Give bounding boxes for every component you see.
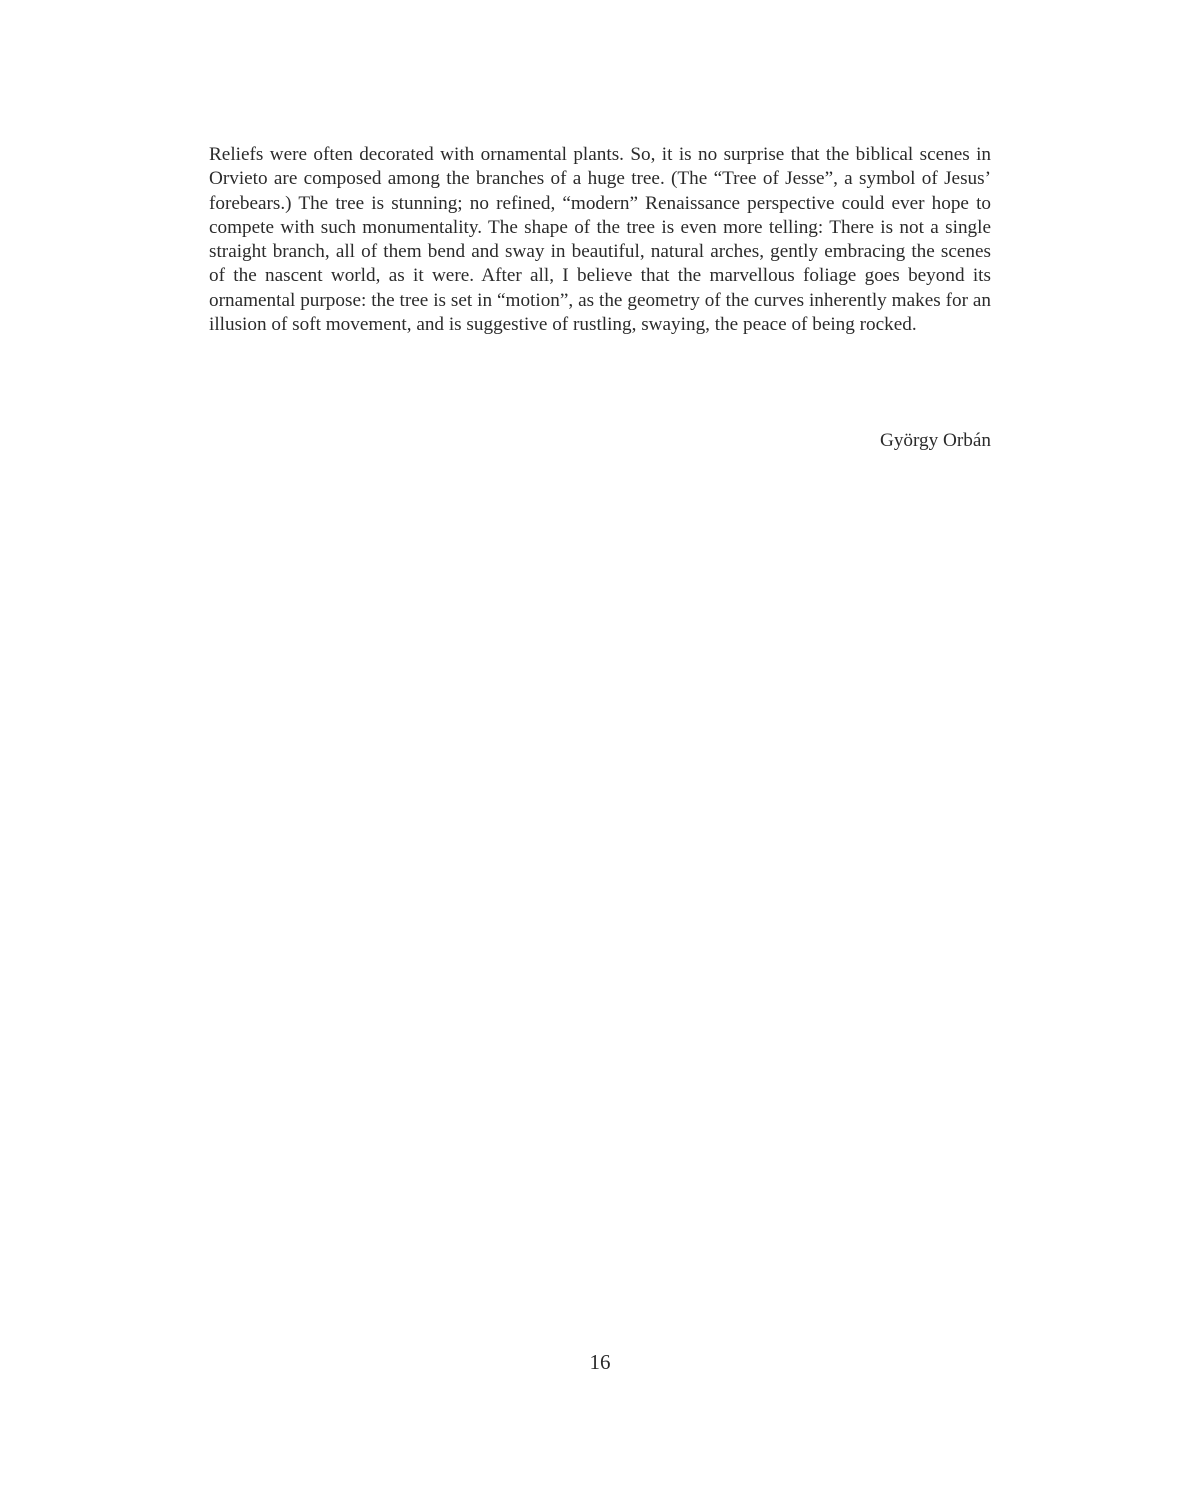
body-paragraph: Reliefs were often decorated with ornamental plants. So, it is no surprise that the biblical scenes in Orvieto are composed among the branches of a huge tree. (The “Tree of Jesse”, a symbol of Jesus’ forebears.) The tree is stunning; no refined, “modern” Renaissance perspective could ever hope to compete with such monumentality. The shape of the tree is even more telling: There is not a single straight branch, all of them bend and sway in beautiful, natural arches, gently embracing the scenes of the nascent world, as it were. After all, I believe that the marvellous foliage goes beyond its ornamental purpose: the tree is set in “motion”, as the geometry of the curves inherently makes for an illusion of soft movement, and is suggestive of rustling, swaying, the peace of being rocked. — [209, 144, 991, 336]
page-number: 16 — [589, 1350, 611, 1374]
author-signature: György Orbán — [879, 430, 991, 451]
